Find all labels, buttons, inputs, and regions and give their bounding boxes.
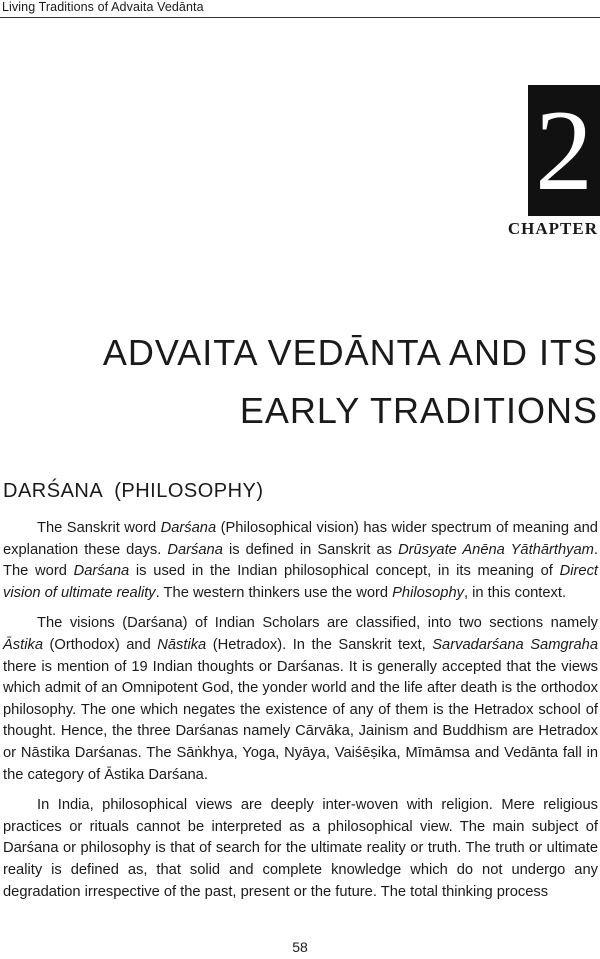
header-rule xyxy=(0,17,600,18)
chapter-number-block xyxy=(528,85,600,216)
paragraph xyxy=(3,613,598,786)
text-run: (Orthodox) and xyxy=(43,636,158,653)
italic-term: Sarvadarśana Samgraha xyxy=(432,636,598,653)
text-run: In India, philosophical views are deeply inter-woven with religion. Mere religious practices or rituals cannot be interpreted as a philosophical view. The main subject of Darśana or philosophy is that of search for the ultimate reality or truth. The truth or ultimate reality is defined as, that solid and complete knowledge which do not undergo any degradation irrespective of the past, present or the future. The total thinking process xyxy=(3,797,598,900)
chapter-title-line-1: ADVAITA VEDĀNTA AND ITS xyxy=(102,332,598,373)
chapter-number: 2 xyxy=(535,86,593,215)
paragraph xyxy=(3,518,598,604)
body-text xyxy=(3,518,598,912)
italic-term: Philosophy xyxy=(392,584,464,601)
text-run: . The western thinkers use the word xyxy=(155,584,393,601)
text-run: The Sanskrit word xyxy=(37,520,161,536)
text-run: is used in the Indian philosophical concept, in its meaning of xyxy=(129,563,560,580)
text-run: The visions (Darśana) of Indian Scholars are classified, into two sections namely xyxy=(37,615,598,632)
section-heading: DARŚANA (PHILOSOPHY) xyxy=(3,480,264,502)
italic-term: Darśana xyxy=(73,563,130,580)
text-run: , in this context. xyxy=(464,584,567,601)
text-run: . The word xyxy=(3,541,598,580)
text-run: (Philosophical vision) has wider spectrum of meaning and explanation these days. xyxy=(3,520,598,558)
italic-term: Direct vision of ultimate reality xyxy=(3,563,598,601)
text-run: there is mention of 19 Indian thoughts or Darśanas. It is generally accepted that the views which admit of an Omnipotent God, the yonder world and the life after death is the orthodox philosophy. The one which negates the existence of any of them is the Hetradox school of thought. Hence, the three Darśanas namely Cārvāka, Jainism and Buddhism are Hetradox or Nāstika Darśanas. The Sāṅkhya, Yoga, Nyāya, Vaiśēṣika, Mīmāmsa and Vedānta fall in the category of Āstika Darśana. xyxy=(3,658,598,783)
italic-term: Nāstika xyxy=(157,636,207,653)
text-run: (Hetradox). In the Sanskrit text, xyxy=(206,636,433,653)
running-header: Living Traditions of Advaita Vedānta xyxy=(2,0,204,14)
chapter-label: CHAPTER xyxy=(507,219,598,238)
chapter-title-line-2: EARLY TRADITIONS xyxy=(239,390,598,431)
text-run: is defined in Sanskrit as xyxy=(222,541,399,558)
italic-term: Drūsyate Anēna Yāthārthyam xyxy=(398,541,594,558)
italic-term: Āstika xyxy=(3,636,43,653)
italic-term: Darśana xyxy=(160,520,217,536)
page-number: 58 xyxy=(292,939,308,955)
paragraph xyxy=(3,795,598,903)
italic-term: Darśana xyxy=(167,541,223,558)
